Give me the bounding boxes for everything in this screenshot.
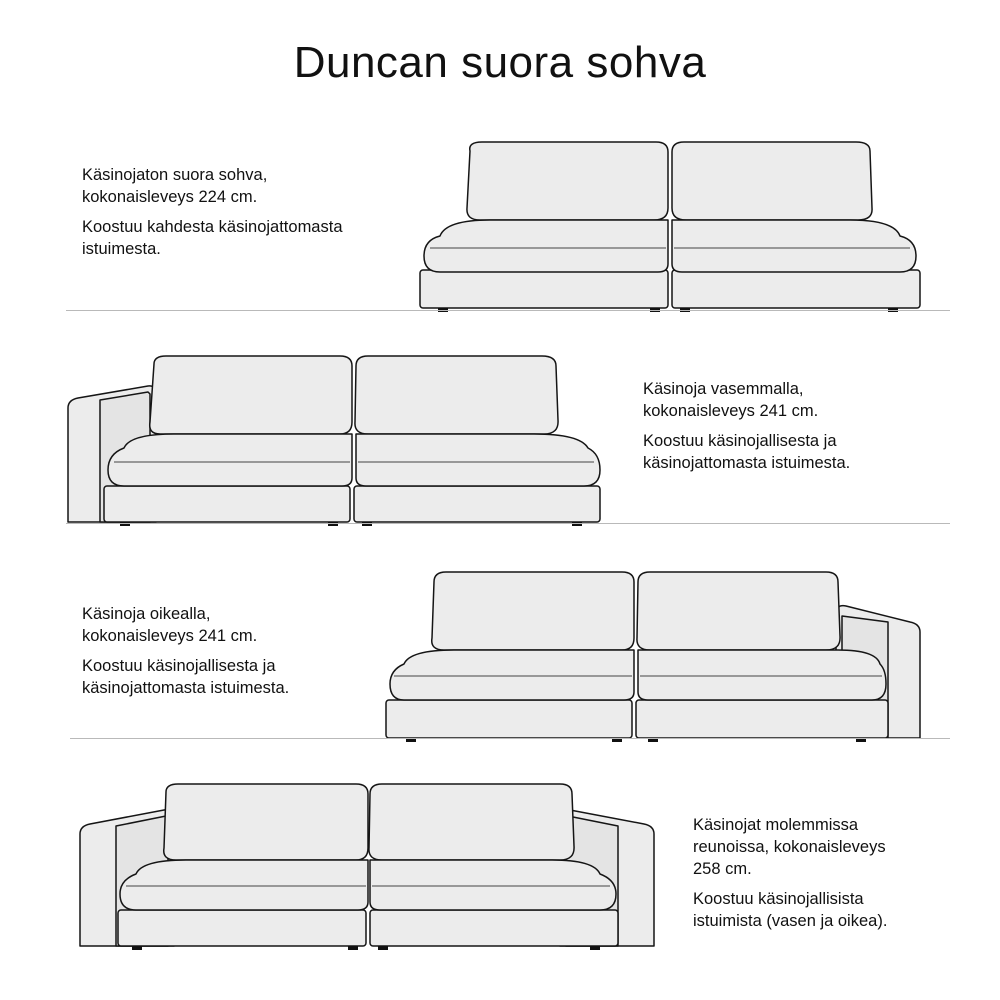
variant-1-text (82, 164, 343, 268)
variant-2-description: Käsinoja vasemmalla, kokonaisleveys 241 cm. (643, 380, 819, 420)
variant-2-composition: Koostuu käsinojallisesta ja käsinojattomasta istuimesta. (643, 432, 851, 472)
variant-1-description: Käsinojaton suora sohva, kokonaisleveys 224 cm. (82, 166, 268, 206)
sofa-armless-icon (410, 136, 930, 321)
variant-3-composition: Koostuu käsinojallisesta ja käsinojattomasta istuimesta. (82, 657, 290, 697)
divider-2 (66, 523, 950, 524)
sofa-left-arm-icon (64, 352, 609, 532)
variant-4-text (693, 814, 887, 940)
divider-1 (66, 310, 950, 311)
variant-2-text (643, 378, 850, 482)
variant-1-composition: Koostuu kahdesta käsinojattomasta istuimesta. (82, 218, 343, 258)
sofa-right-arm-icon (384, 568, 929, 748)
divider-3 (70, 738, 950, 739)
variant-4-composition: Koostuu käsinojallisista istuimista (vasen ja oikea). (693, 890, 888, 930)
variant-4-description: Käsinojat molemmissa reunoissa, kokonaisleveys 258 cm. (693, 816, 886, 878)
variant-3-text (82, 603, 289, 707)
sofa-both-arms-icon (78, 780, 658, 952)
page-title: Duncan suora sohva (293, 38, 707, 87)
variant-3-description: Käsinoja oikealla, kokonaisleveys 241 cm. (82, 605, 258, 645)
